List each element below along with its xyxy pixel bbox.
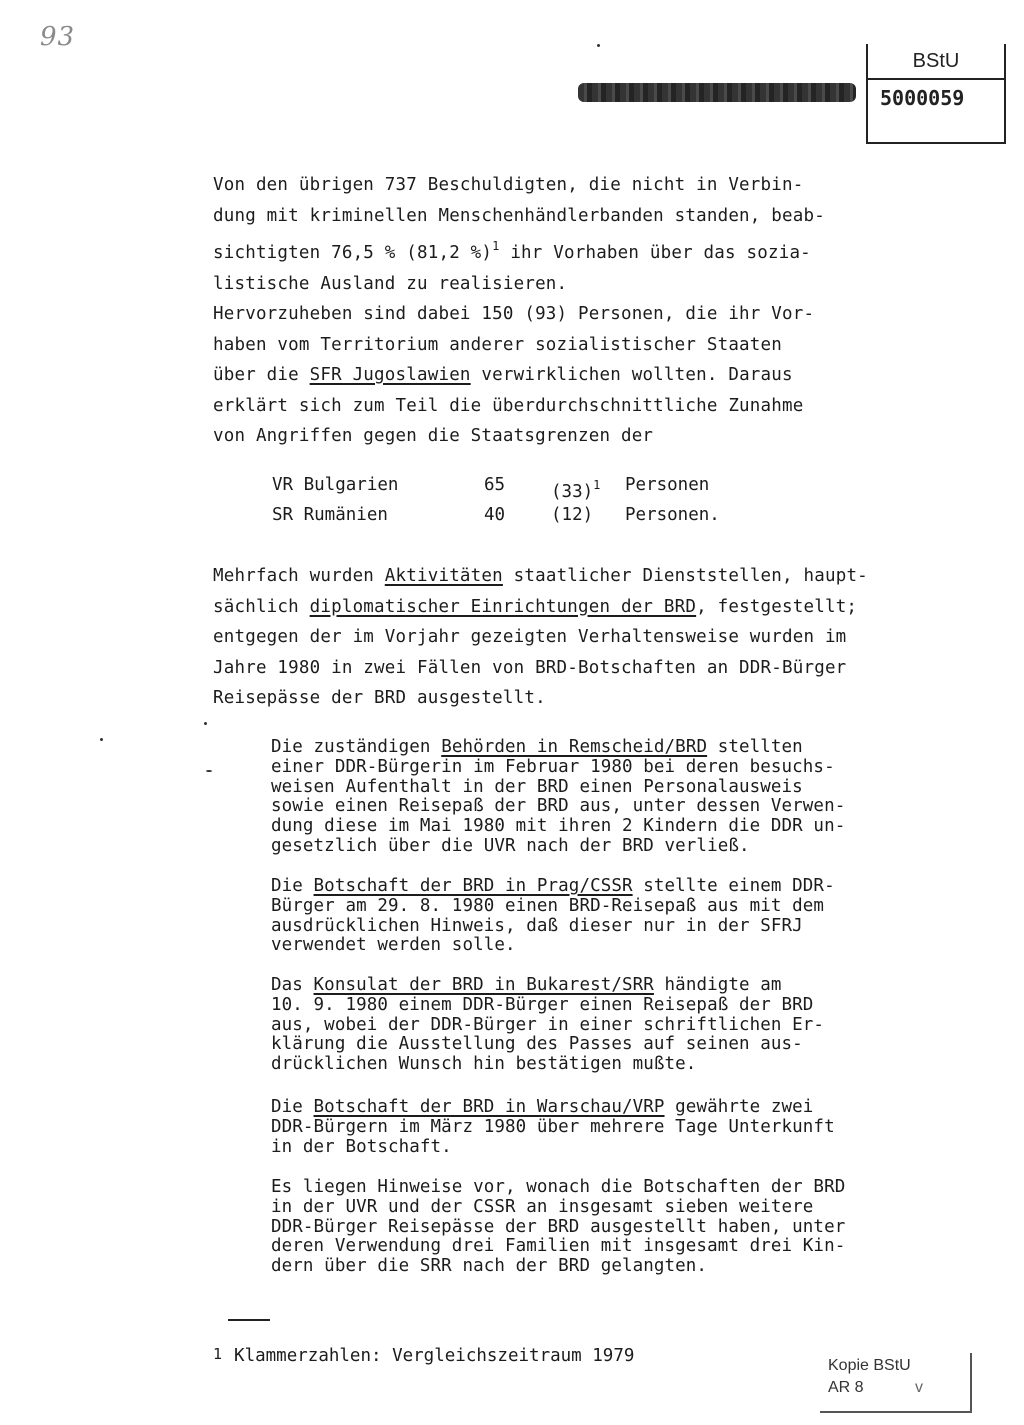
text-line: dung mit kriminellen Menschenhändlerbanden standen, beab- [213,205,825,226]
text-run: stellten [707,737,803,757]
text-line: aus, wobei der DDR-Bürger in einer schriftlichen Er- [271,1014,825,1035]
text-line: drücklichen Wunsch hin bestätigen mußte. [271,1054,697,1075]
text-line [213,561,933,592]
text-line [213,592,933,623]
underlined-term: Aktivitäten [384,566,503,586]
text-line [213,231,933,269]
case-remscheid [271,738,941,857]
scan-speck [204,722,207,725]
text-line: DDR-Bürger Reisepässe der BRD ausgestellt haben, unter [271,1216,846,1237]
stamp-divider [868,78,1004,80]
text-line: einer DDR-Bürgerin im Februar 1980 bei deren besuchs- [271,756,835,777]
footnote-marker: 1 [492,239,500,253]
text-run: verwirklichen wollten. Daraus [470,365,793,385]
scan-speck [597,44,600,47]
text-line: deren Verwendung drei Familien mit insgesamt drei Kin- [271,1236,846,1257]
case-prag [271,877,941,956]
text-run: sichtigten 76,5 % (81,2 %) [213,243,493,263]
redaction-bar [578,83,856,102]
bstu-stamp [866,44,1006,144]
text-line: in der UVR und der CSSR an insgesamt sieben weitere [271,1196,814,1217]
text-run: Mehrfach wurden [213,566,385,586]
footnote-number: 1 [213,1345,223,1363]
text-line: Bürger am 29. 8. 1980 einen BRD-Reisepaß aus mit dem [271,895,825,916]
text-run: , festgestellt; [696,596,858,617]
text-run: über die [213,365,310,385]
text-line: weisen Aufenthalt in der BRD einen Personalausweis [271,776,803,797]
underlined-term: Botschaft der BRD in Prag/CSSR [313,876,633,896]
copy-stamp-mark: v [915,1379,923,1396]
text-line [271,877,941,897]
text-line [271,976,941,996]
text-run: Die [271,876,314,896]
text-line: verwendet werden solle. [271,935,516,956]
footnote-text: Klammerzahlen: Vergleichszeitraum 1979 [234,1346,635,1366]
text-line: listische Ausland zu realisieren. [213,273,568,294]
text-run: Die [271,1097,314,1117]
case-further-hints [271,1178,941,1277]
case-warschau [271,1098,941,1157]
text-line: Jahre 1980 in zwei Fällen von BRD-Botschaften an DDR-Bürger [213,657,847,678]
copy-stamp [820,1353,972,1413]
text-line: ausdrücklichen Hinweis, daß dieser nur in der SFRJ [271,915,803,936]
country-name: SR Rumänien [272,505,388,525]
person-count: 40 [484,505,506,525]
text-line: klärung die Ausstellung des Passes auf seinen aus- [271,1034,803,1055]
text-run: händigte am [653,975,782,995]
footnote-marker: 1 [593,478,601,492]
text-line [271,1098,941,1118]
footnote-rule [228,1319,270,1321]
scan-speck [100,738,103,741]
text-line: Von den übrigen 737 Beschuldigten, die nicht in Verbin- [213,175,804,195]
text-line: DDR-Bürgern im März 1980 über mehrere Tage Unterkunft [271,1116,835,1137]
copy-stamp-line1: Kopie BStU [828,1357,911,1374]
text-line: haben vom Territorium anderer sozialistischer Staaten [213,334,783,355]
stamp-number: 5000059 [880,86,965,110]
handwritten-page-note: 93 [40,22,76,52]
underlined-term: diplomatischer Einrichtungen der BRD [309,596,697,617]
prior-count: (12) [551,505,594,525]
text-run: ihr Vorhaben über das sozia- [499,243,811,263]
count-unit: Personen. [625,505,720,525]
text-run: stellte einem DDR- [632,876,835,896]
stamp-title: BStU [912,50,960,72]
text-line: von Angriffen gegen die Staatsgrenzen der [213,426,654,446]
footnote [213,1345,634,1366]
copy-stamp-line2: AR 8 [828,1379,864,1396]
text-line: erklärt sich zum Teil die überdurchschnittliche Zunahme [213,395,804,416]
text-run: Die zuständigen [271,737,442,757]
paragraph-intro [213,170,933,452]
underlined-term: Behörden in Remscheid/BRD [441,737,708,757]
text-line: Hervorzuheben sind dabei 150 (93) Personen, die ihr Vor- [213,304,815,324]
text-line: entgegen der im Vorjahr gezeigten Verhaltensweise wurden im [213,627,847,647]
prior-value: (33) [551,482,594,502]
text-line [213,360,933,391]
scan-speck [206,770,212,772]
text-line: gesetzlich über die UVR nach der BRD verließ. [271,835,750,856]
text-line: sowie einen Reisepaß der BRD aus, unter dessen Verwen- [271,796,846,817]
text-run: staatlicher Dienststellen, haupt- [502,566,868,586]
text-line: dung diese im Mai 1980 mit ihren 2 Kindern die DDR un- [271,816,846,837]
text-line: Reisepässe der BRD ausgestellt. [213,688,546,708]
text-line: 10. 9. 1980 einem DDR-Bürger einen Reisepaß der BRD [271,994,814,1015]
count-unit: Personen [625,475,710,495]
text-line: Es liegen Hinweise vor, wonach die Botschaften der BRD [271,1177,846,1197]
paragraph-activities [213,561,933,714]
person-count: 65 [484,475,506,495]
country-name: VR Bulgarien [272,475,399,495]
text-line [271,738,941,758]
text-run: gewährte zwei [664,1097,814,1117]
case-bukarest [271,976,941,1075]
text-line: in der Botschaft. [271,1136,452,1157]
text-run: Das [271,975,314,995]
underlined-term: SFR Jugoslawien [309,365,471,385]
underlined-term: Konsulat der BRD in Bukarest/SRR [313,975,654,995]
text-run: sächlich [213,596,310,617]
underlined-term: Botschaft der BRD in Warschau/VRP [313,1097,665,1117]
text-line: dern über die SRR nach der BRD gelangten. [271,1256,708,1277]
